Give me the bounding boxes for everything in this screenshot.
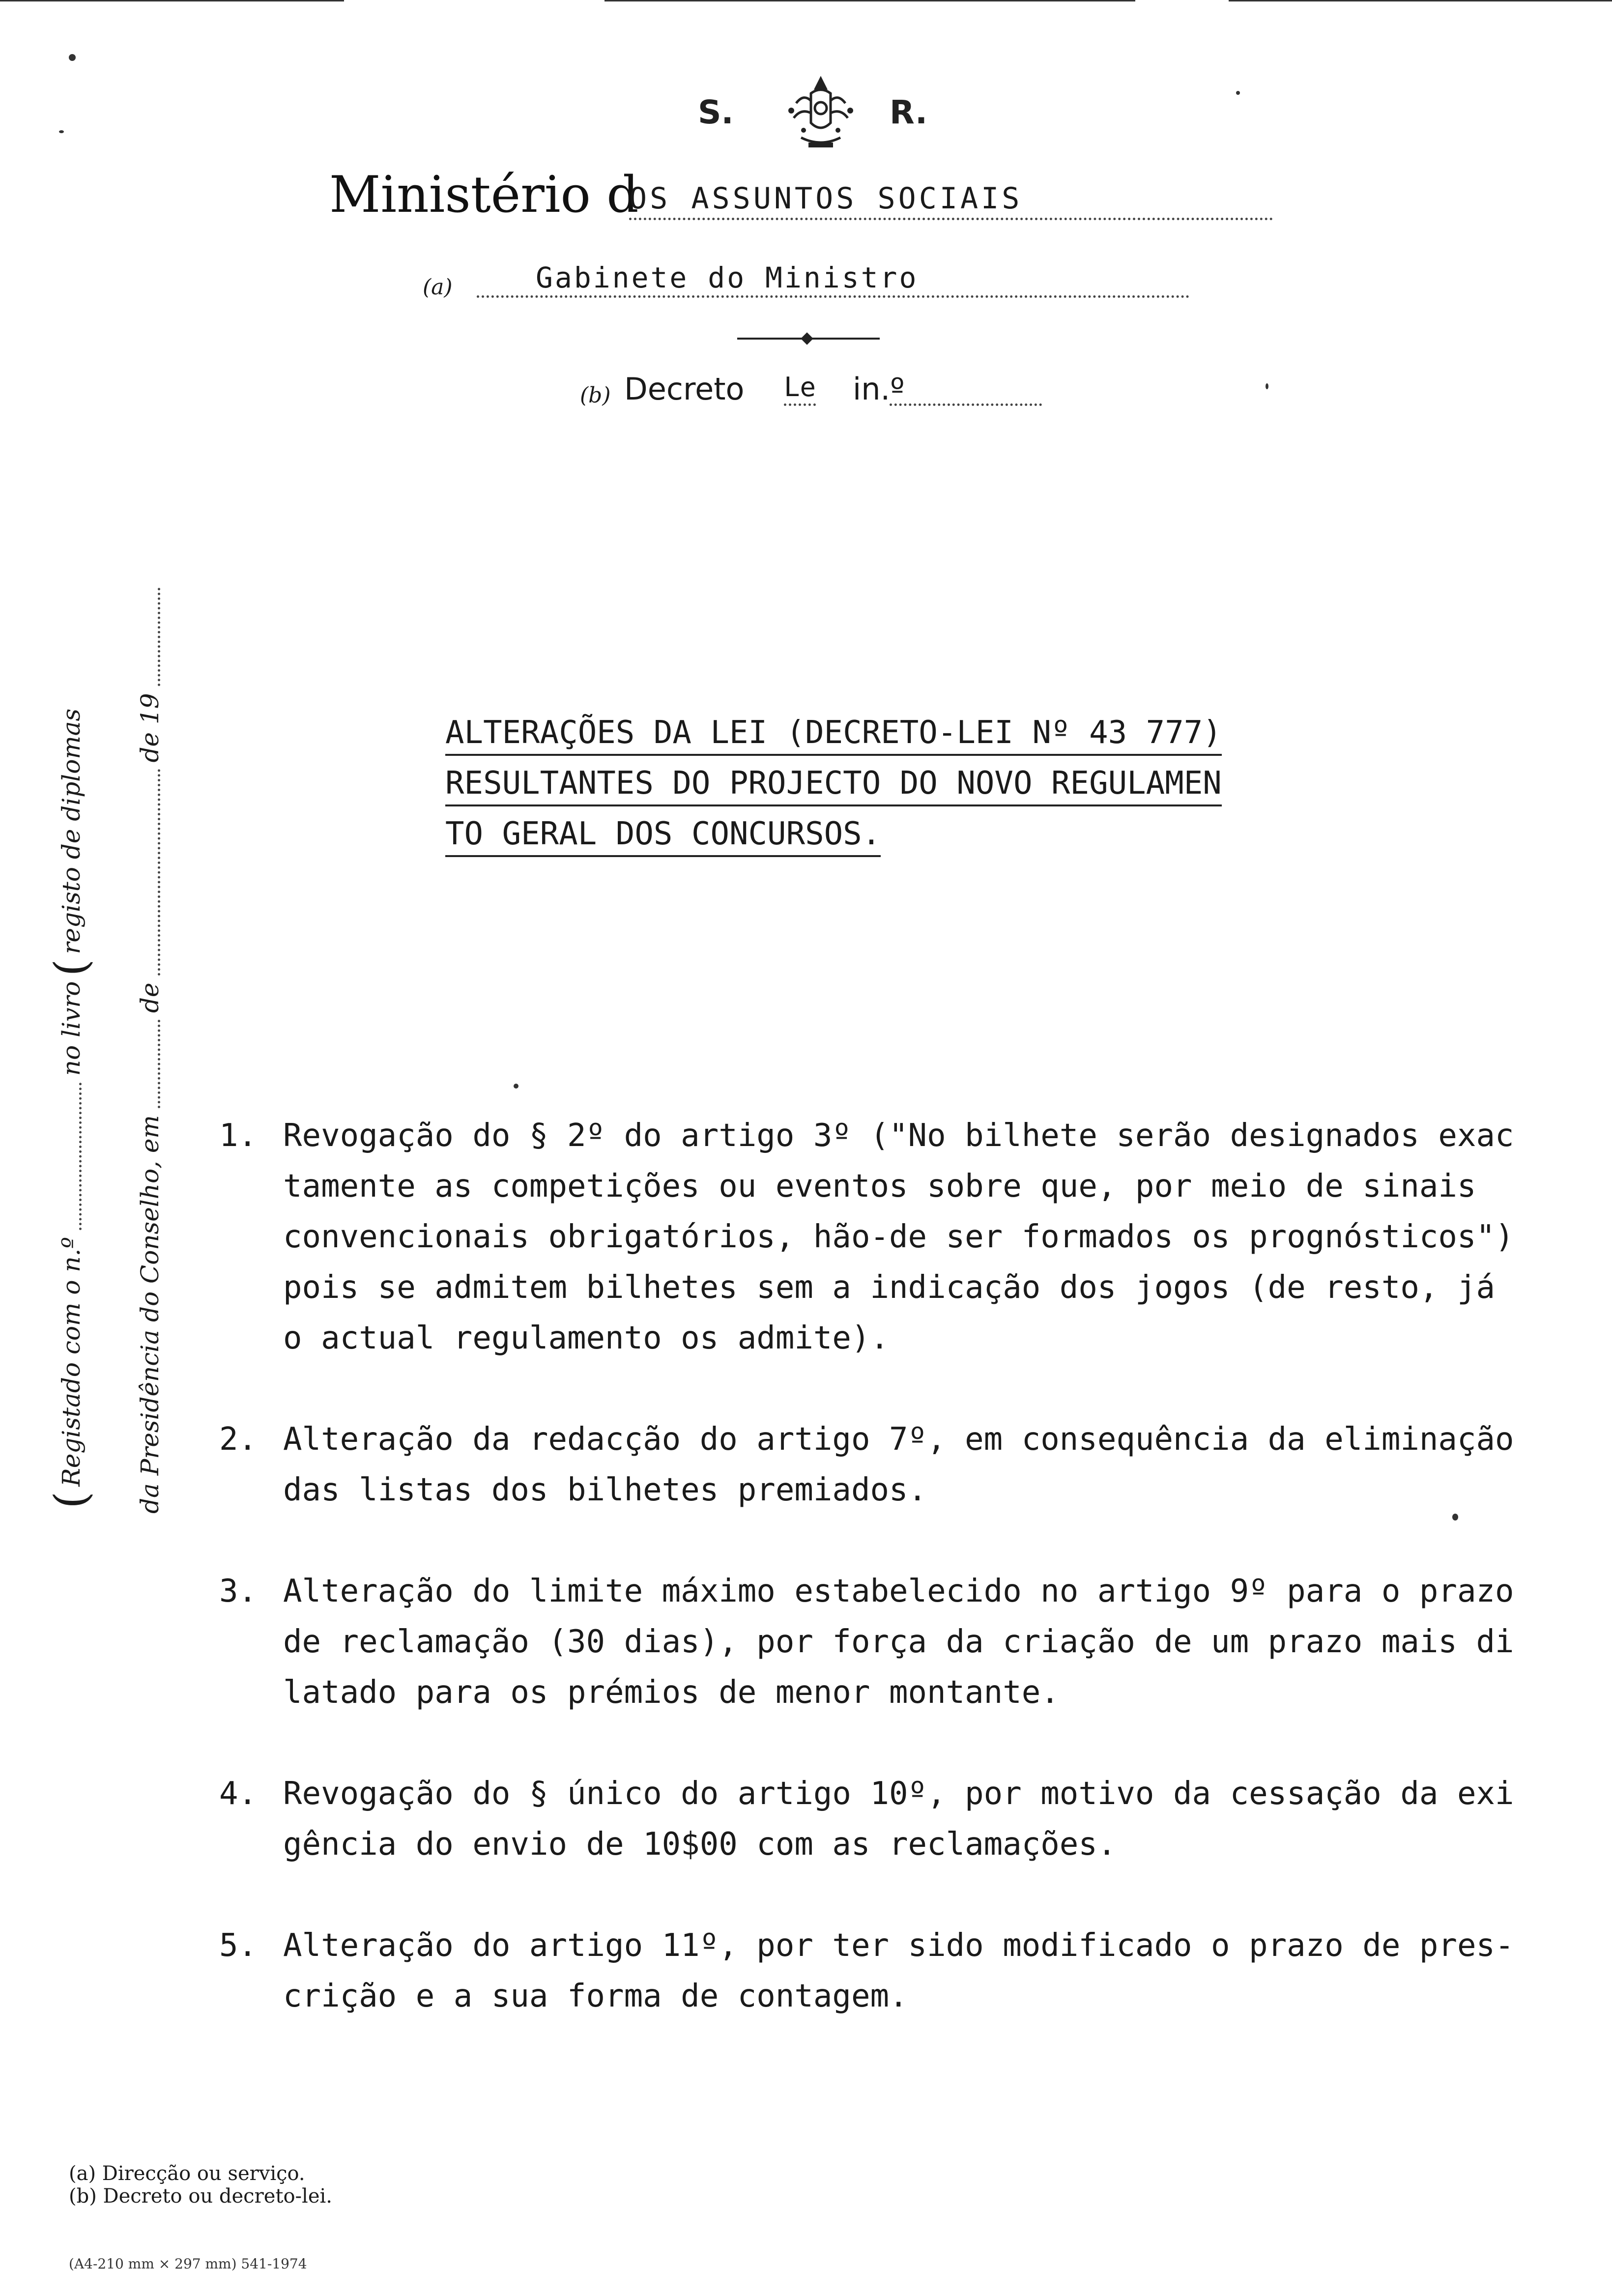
ministry-line [329, 167, 1273, 231]
registration-book-label: no livro [57, 981, 86, 1076]
registration-de-label: de [136, 982, 164, 1013]
item-line: de reclamação (30 dias), por força da criação de um prazo mais di [283, 1624, 1514, 1660]
state-left-letter: S. [698, 93, 734, 131]
form-code: (A4-210 mm × 297 mm) 541-1974 [69, 2256, 307, 2272]
department-value: Gabinete do Ministro [477, 261, 1189, 298]
item-line: tamente as competições ou eventos sobre que, por meio de sinais [283, 1168, 1476, 1205]
title-line: ALTERAÇÕES DA LEI (DECRETO-LEI Nº 43 777) [445, 715, 1222, 756]
document-title [445, 708, 1281, 860]
list-item [219, 1769, 1595, 1870]
top-scan-rule [0, 0, 1612, 3]
title-line: TO GERAL DOS CONCURSOS. [445, 816, 881, 857]
item-line: o actual regulamento os admite). [283, 1320, 889, 1356]
scan-speck [514, 1084, 518, 1089]
ornamental-divider [737, 333, 880, 343]
decree-number-field [890, 399, 1042, 406]
decree-line [580, 373, 1042, 413]
coat-of-arms-icon [781, 74, 860, 157]
list-item [219, 1566, 1595, 1718]
list-item [219, 1414, 1595, 1516]
item-line: Alteração do limite máximo estabelecido no artigo 9º para o prazo [283, 1573, 1514, 1609]
ministry-name: OS ASSUNTOS SOCIAIS [629, 181, 1273, 220]
item-number: 1. [219, 1118, 258, 1154]
item-number: 2. [219, 1421, 258, 1458]
registration-number-label: Registado com o n.º [57, 1237, 86, 1487]
item-line: Alteração da redacção do artigo 7º, em consequência da eliminação [283, 1421, 1514, 1458]
item-line: Alteração do artigo 11º, por ter sido modificado o prazo de pres- [283, 1927, 1514, 1964]
scan-speck [1266, 383, 1268, 389]
state-right-letter: R. [890, 93, 928, 131]
item-line: latado para os prémios de menor montante. [283, 1674, 1060, 1711]
item-line: Revogação do § 2º do artigo 3º ("No bilhete serão designados exac [283, 1118, 1514, 1154]
footnotes [69, 2162, 332, 2208]
registration-margin-line-2 [125, 580, 174, 1514]
item-number: 5. [219, 1927, 258, 1964]
item-number: 4. [219, 1776, 258, 1812]
footnote-marker-a: (a) [423, 275, 453, 300]
decree-label: Decreto [624, 371, 745, 407]
item-line: gência do envio de 10$00 com as reclamações. [283, 1826, 1117, 1863]
scan-speck [1452, 1514, 1458, 1521]
scan-speck [1236, 91, 1240, 95]
footnote-marker-b: (b) [580, 383, 611, 408]
item-line: Revogação do § único do artigo 10º, por motivo da cessação da exi [283, 1776, 1514, 1812]
item-line: convencionais obrigatórios, hão-de ser formados os prognósticos") [283, 1219, 1514, 1255]
ministry-prefix: Ministério d [329, 166, 639, 224]
footnote-b: (b) Decreto ou decreto-lei. [69, 2185, 333, 2208]
list-item [219, 1921, 1595, 2022]
amendment-list [219, 1111, 1595, 2072]
department-line [423, 261, 1189, 305]
registration-year-label: de 19 [136, 693, 164, 763]
registration-margin-line-1: ( Registado com o n.º no livro ( registo de diplomas [45, 708, 97, 1509]
item-line: crição e a sua forma de contagem. [283, 1978, 908, 2014]
decree-type-value: Le [784, 372, 816, 406]
scan-speck [69, 54, 76, 61]
registration-council-label: da Presidência do Conselho, em [136, 1115, 164, 1514]
item-line: das listas dos bilhetes premiados. [283, 1472, 927, 1508]
decree-number-label: in.º [853, 371, 905, 407]
item-number: 3. [219, 1573, 258, 1609]
footnote-a: (a) Direcção ou serviço. [69, 2162, 305, 2185]
item-line: pois se admitem bilhetes sem a indicação dos jogos (de resto, já [283, 1269, 1495, 1306]
list-item [219, 1111, 1595, 1364]
scan-speck [59, 130, 64, 133]
registration-register-label: registo de diplomas [57, 708, 86, 954]
state-header [668, 74, 944, 167]
title-line: RESULTANTES DO PROJECTO DO NOVO REGULAMEN [445, 765, 1222, 806]
